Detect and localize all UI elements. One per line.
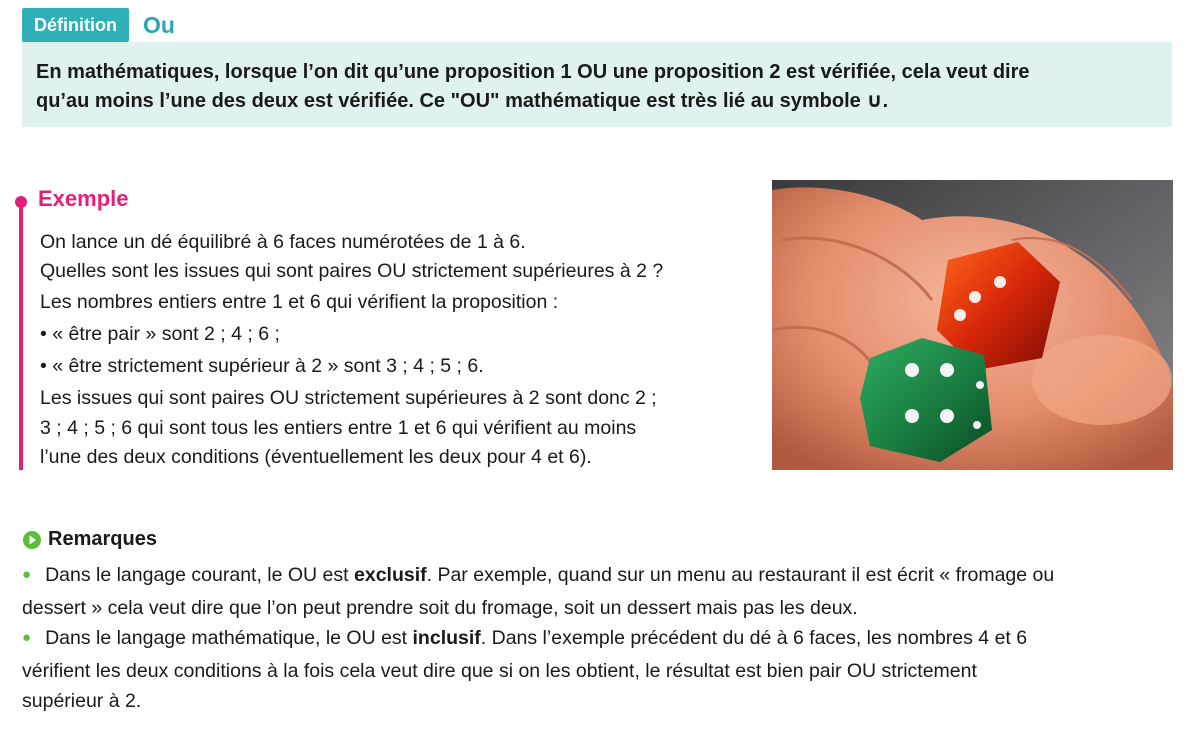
remarks-title: Remarques [48,528,157,550]
example-line: l’une des deux conditions (éventuellement les deux pour 4 et 6). [40,446,592,468]
definition-tag: Définition [22,8,129,42]
definition-header [22,8,175,42]
remark-line: vérifient les deux conditions à la fois cela veut dire que si on les obtient, le résultat est bien pair OU strictement [22,659,977,682]
example-line: Les nombres entiers entre 1 et 6 qui vérifient la proposition : [40,291,559,313]
dice-photo [772,180,1173,470]
example-line: • « être strictement supérieur à 2 » sont 3 ; 4 ; 5 ; 6. [40,355,484,377]
remarks-body [22,560,1172,717]
remark-item [22,623,1172,656]
remark-text: . Par exemple, quand sur un menu au restaurant il est écrit « fromage ou [426,564,1055,586]
definition-box [22,42,1172,127]
remarks-header [22,528,157,551]
definition-title: Ou [143,11,175,38]
example-line: Les issues qui sont paires OU strictement supérieures à 2 sont donc 2 ; [40,387,657,409]
green-bullet-icon: ● [22,566,32,583]
example-line: Quelles sont les issues qui sont paires OU strictement supérieures à 2 ? [40,260,664,282]
example-line: 3 ; 4 ; 5 ; 6 qui sont tous les entiers entre 1 et 6 qui vérifient au moins [40,417,637,439]
remark-item [22,560,1172,593]
green-bullet-icon: ● [22,629,32,646]
remark-line: dessert » cela veut dire que l’on peut prendre soit du fromage, soit un dessert mais pas les deux. [22,596,858,619]
definition-text-line2: qu’au moins l’une des deux est vérifiée. Ce "OU" mathématique est très lié au symbole ∪. [36,90,889,112]
remark-bold: exclusif [354,564,427,586]
example-body [40,228,760,472]
example-line: On lance un dé équilibré à 6 faces numérotées de 1 à 6. [40,231,526,253]
play-circle-icon [22,530,42,550]
remark-text: Dans le langage courant, le OU est [45,564,354,586]
example-line: • « être pair » sont 2 ; 4 ; 6 ; [40,323,280,345]
remark-line: supérieur à 2. [22,690,142,712]
example-side-bar [19,202,23,470]
remark-text: . Dans l’exemple précédent du dé à 6 faces, les nombres 4 et 6 [480,627,1028,649]
definition-text-line1: En mathématiques, lorsque l’on dit qu’une proposition 1 OU une proposition 2 est vérifiée, cela veut dire [36,61,1030,83]
remark-bold: inclusif [412,627,481,649]
example-title: Exemple [38,186,129,211]
example-bullet-dot [15,196,27,208]
remark-text: Dans le langage mathématique, le OU est [45,627,413,649]
